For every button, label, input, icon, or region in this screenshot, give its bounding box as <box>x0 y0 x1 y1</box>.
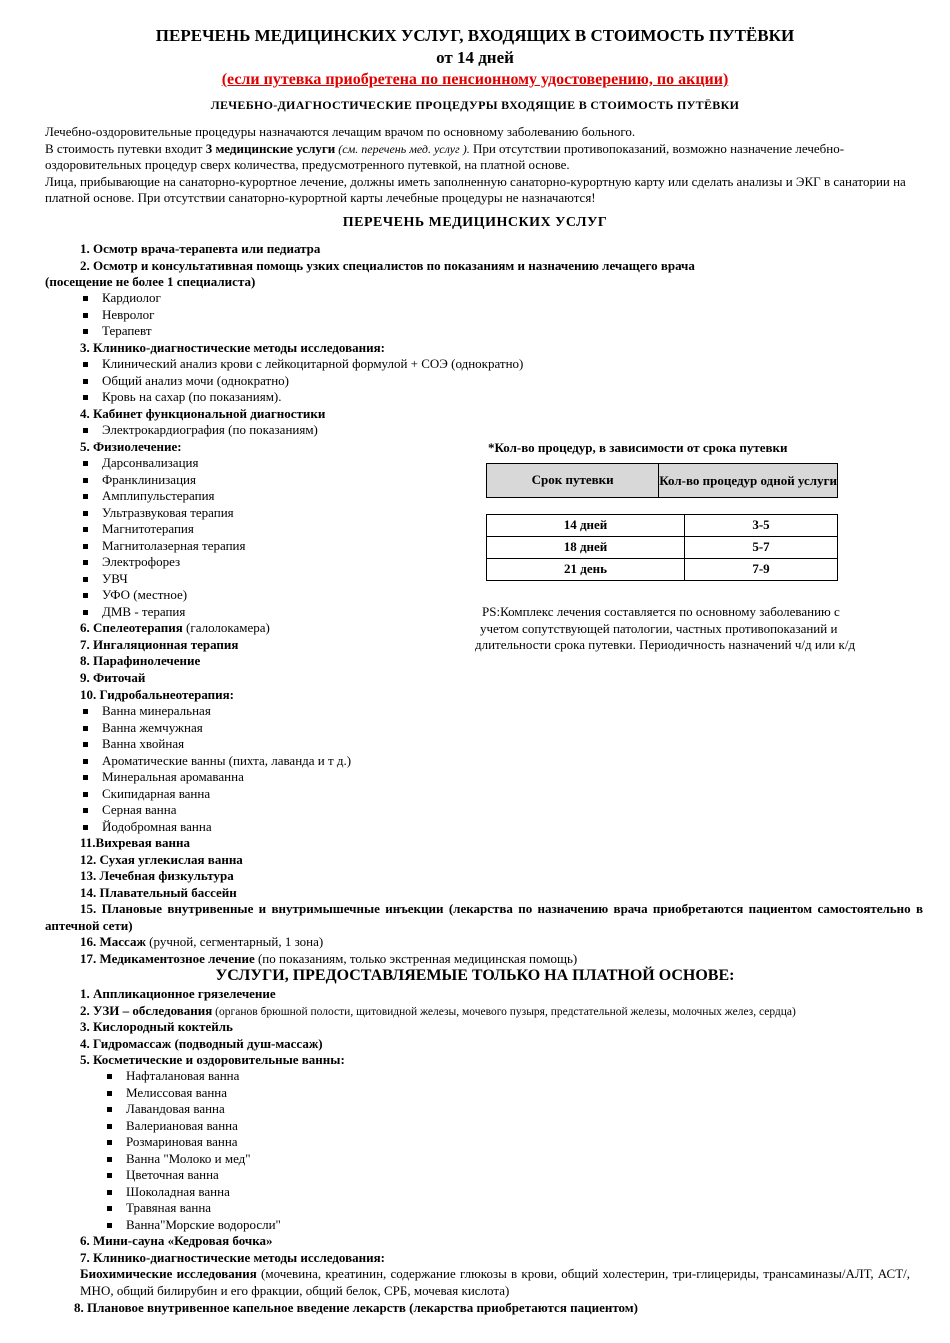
service-1: 1. Осмотр врача-терапевта или педиатра <box>80 241 321 256</box>
list-item: Магнитотерапия <box>80 521 245 538</box>
procedures-table-header <box>486 463 838 498</box>
col-term-header: Срок путевки <box>487 464 659 498</box>
ps-line-2: учетом сопутствующей патологии, частных противопоказаний и <box>480 621 838 636</box>
list-item: Ультразвуковая терапия <box>80 505 245 522</box>
intro-p2-bold: 3 медицинские услуги <box>205 140 336 156</box>
paid-service-4: 4. Гидромассаж (подводный душ-массаж) <box>80 1036 323 1051</box>
list-item: Кардиолог <box>80 290 161 307</box>
list-item: Цветочная ванна <box>104 1167 281 1184</box>
table-row <box>487 515 838 537</box>
intro-p2-start: В стоимость путевки входит <box>45 140 206 156</box>
list-item: Электрофорез <box>80 554 245 571</box>
pension-note: (если путевка приобретена по пенсионному удостоверению, по акции) <box>221 71 729 88</box>
physio-list <box>80 455 245 620</box>
service-7: 7. Ингаляционная терапия <box>80 637 239 652</box>
service-11: 11.Вихревая ванна <box>80 835 190 850</box>
list-item: Розмариновая ванна <box>104 1134 281 1151</box>
list-item: Минеральная аромаванна <box>80 769 351 786</box>
table-caption: *Кол-во процедур, в зависимости от срока путевки <box>488 440 788 455</box>
intro-paragraph-2 <box>45 141 925 174</box>
service-2-note: (посещение не более 1 специалиста) <box>45 274 256 289</box>
service-13: 13. Лечебная физкультура <box>80 868 234 883</box>
lab-tests-list <box>80 356 523 406</box>
paid-service-2: 2. УЗИ – обследования (органов брюшной полости, щитовидной железы, мочевого пузыря, предстательной железы, молочных желез, сердца) <box>80 1003 796 1018</box>
count-cell: 3-5 <box>685 515 838 537</box>
list-item: Серная ванна <box>80 802 351 819</box>
list-item: Шоколадная ванна <box>104 1184 281 1201</box>
intro-text <box>45 124 925 207</box>
service-6: 6. Спелеотерапия (галолокамера) <box>80 620 270 635</box>
service-14: 14. Плавательный бассейн <box>80 885 237 900</box>
cosmetic-baths-list <box>104 1068 281 1233</box>
services-list-heading: ПЕРЕЧЕНЬ МЕДИЦИНСКИХ УСЛУГ <box>342 215 608 230</box>
paid-service-3: 3. Кислородный коктейль <box>80 1019 233 1034</box>
count-cell: 7-9 <box>685 559 838 581</box>
paid-service-5: 5. Косметические и оздоровительные ванны: <box>80 1052 345 1067</box>
list-item: Электрокардиография (по показаниям) <box>80 422 318 439</box>
ps-line-1: PS:Комплекс лечения составляется по основному заболеванию с <box>482 604 840 619</box>
paid-service-1: 1. Аппликационное грязелечение <box>80 986 276 1001</box>
col-count-header: Кол-во процедур одной услуги <box>659 464 838 498</box>
list-item: Амплипульстерапия <box>80 488 245 505</box>
list-item: УФО (местное) <box>80 587 245 604</box>
service-16: 16. Массаж (ручной, сегментарный, 1 зона) <box>80 934 324 949</box>
service-4: 4. Кабинет функциональной диагностики <box>80 406 326 421</box>
list-item: Ванна хвойная <box>80 736 351 753</box>
list-item: Общий анализ мочи (однократно) <box>80 373 523 390</box>
list-item: Терапевт <box>80 323 161 340</box>
service-8: 8. Парафинолечение <box>80 653 201 668</box>
list-item: Кровь на сахар (по показаниям). <box>80 389 523 406</box>
list-item: Ванна"Морские водоросли" <box>104 1217 281 1234</box>
biochem-tests: Биохимические исследования (мочевина, креатинин, содержание глюкозы в крови, общий холестерин, три-глицериды, трансаминазы/АЛТ, АСТ/, МНО, общий билирубин и его фракции, общий белок, СРБ, мочевая кислота) <box>80 1266 910 1298</box>
page-title: ПЕРЕЧЕНЬ МЕДИЦИНСКИХ УСЛУГ, ВХОДЯЩИХ В СТОИМОСТЬ ПУТЁВКИ <box>155 26 795 45</box>
page-title-duration: от 14 дней <box>436 48 514 67</box>
list-item: Ванна "Молоко и мед" <box>104 1151 281 1168</box>
list-item: Дарсонвализация <box>80 455 245 472</box>
baths-list <box>80 703 351 835</box>
list-item: Ванна жемчужная <box>80 720 351 737</box>
intro-paragraph-1: Лечебно-оздоровительные процедуры назначаются лечащим врачом по основному заболеванию больного. <box>45 124 636 139</box>
list-item: Нафталановая ванна <box>104 1068 281 1085</box>
list-item: Ароматические ванны (пихта, лаванда и т д.) <box>80 753 351 770</box>
table-row <box>487 537 838 559</box>
list-item: Йодобромная ванна <box>80 819 351 836</box>
intro-p2-italic: (см. перечень мед. услуг ). <box>335 141 470 156</box>
service-12: 12. Сухая углекислая ванна <box>80 852 243 867</box>
paid-service-8: 8. Плановое внутривенное капельное введение лекарств (лекарства приобретаются пациентом) <box>74 1300 638 1315</box>
list-item: Скипидарная ванна <box>80 786 351 803</box>
list-item: Валериановая ванна <box>104 1118 281 1135</box>
paid-service-7: 7. Клинико-диагностические методы исследования: <box>80 1250 385 1265</box>
service-15: 15. Плановые внутривенные и внутримышечные инъекции (лекарства по назначению врача приобретаются пациентом самостоятельно в аптечной сети) <box>45 901 923 933</box>
term-cell: 21 день <box>487 559 685 581</box>
list-item: Мелиссовая ванна <box>104 1085 281 1102</box>
intro-p2-end: При отсутствии противопоказаний, возможно назначение лечебно- оздоровительных процедур сверх количества, предусмотренного путевкой, на платной основе. <box>45 140 845 172</box>
intro-paragraph-3: Лица, прибывающие на санаторно-курортное лечение, должны иметь заполненную санаторно-курортную карту или сделать анализы и ЭКГ в санатории на платной основе. При отсутствии санаторно-курортной карты лечебные процедуры не назначаются! <box>45 173 906 205</box>
func-diag-list <box>80 422 318 439</box>
service-17: 17. Медикаментозное лечение (по показаниям, только экстренная медицинская помощь) <box>80 951 578 966</box>
term-cell: 18 дней <box>487 537 685 559</box>
count-cell: 5-7 <box>685 537 838 559</box>
list-item: Ванна минеральная <box>80 703 351 720</box>
service-9: 9. Фиточай <box>80 670 146 685</box>
procedures-table <box>486 514 838 581</box>
service-2: 2. Осмотр и консультативная помощь узких специалистов по показаниям и назначению лечащего врача <box>80 258 695 273</box>
list-item: Травяная ванна <box>104 1200 281 1217</box>
list-item: Невролог <box>80 307 161 324</box>
list-item: Франклинизация <box>80 472 245 489</box>
list-item: Клинический анализ крови с лейкоцитарной формулой + СОЭ (однократно) <box>80 356 523 373</box>
list-item: Магнитолазерная терапия <box>80 538 245 555</box>
service-3: 3. Клинико-диагностические методы исследования: <box>80 340 385 355</box>
list-item: Лавандовая ванна <box>104 1101 281 1118</box>
paid-services-heading: УСЛУГИ, ПРЕДОСТАВЛЯЕМЫЕ ТОЛЬКО НА ПЛАТНОЙ ОСНОВЕ: <box>215 967 735 984</box>
service-10: 10. Гидробальнеотерапия: <box>80 687 235 702</box>
table-row <box>487 559 838 581</box>
service-5: 5. Физиолечение: <box>80 439 182 454</box>
specialists-list <box>80 290 161 340</box>
term-cell: 14 дней <box>487 515 685 537</box>
paid-service-6: 6. Мини-сауна «Кедровая бочка» <box>80 1233 273 1248</box>
procedures-subtitle: ЛЕЧЕБНО-ДИАГНОСТИЧЕСКИЕ ПРОЦЕДУРЫ ВХОДЯЩИЕ В СТОИМОСТЬ ПУТЁВКИ <box>210 98 740 112</box>
list-item: ДМВ - терапия <box>80 604 245 621</box>
list-item: УВЧ <box>80 571 245 588</box>
ps-line-3: длительности срока путевки. Периодичность назначений ч/д или к/д <box>475 637 856 652</box>
